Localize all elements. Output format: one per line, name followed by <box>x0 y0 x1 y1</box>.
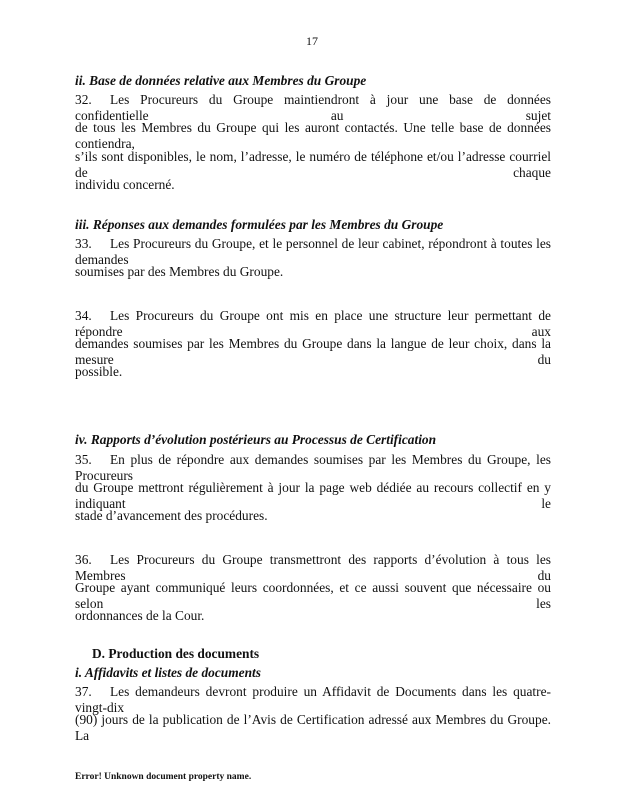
section-heading-d: D. Production des documents <box>92 646 260 661</box>
paragraph-number: 37. <box>75 684 92 699</box>
paragraph-35-line: du Groupe mettront régulièrement à jour la page web dédiée au recours collectif en y indiquant le <box>75 480 551 511</box>
paragraph-number: 35. <box>75 452 92 467</box>
text: Les Procureurs du Groupe transmettront des rapports d’évolution à tous les Membres du <box>75 552 551 583</box>
section-heading-iii: iii. Réponses aux demandes formulées par les Membres du Groupe <box>75 217 444 232</box>
page-number: 17 <box>306 34 318 48</box>
footer-text: Error! Unknown document property name. <box>75 772 252 782</box>
paragraph-32-line: de tous les Membres du Groupe qui les auront contactés. Une telle base de données contiendra, <box>75 120 551 151</box>
text: Les Procureurs du Groupe ont mis en place une structure leur permettant de répondre aux <box>75 308 551 339</box>
paragraph-number: 34. <box>75 308 92 323</box>
paragraph-36-line: Groupe ayant communiqué leurs coordonnées, et ce aussi souvent que nécessaire ou selon les <box>75 580 551 611</box>
paragraph-34-line: demandes soumises par les Membres du Groupe dans la langue de leur choix, dans la mesure du <box>75 336 551 367</box>
text: En plus de répondre aux demandes soumises par les Membres du Groupe, les Procureurs <box>75 452 551 483</box>
text: Les Procureurs du Groupe maintiendront à jour une base de données confidentielle au sujet <box>75 92 551 123</box>
paragraph-35-line: stade d’avancement des procédures. <box>75 508 268 523</box>
paragraph-number: 32. <box>75 92 92 107</box>
section-heading-i: i. Affidavits et listes de documents <box>75 665 261 680</box>
paragraph-number: 36. <box>75 552 92 567</box>
paragraph-36-line: ordonnances de la Cour. <box>75 608 205 623</box>
paragraph-32-line: individu concerné. <box>75 177 175 192</box>
section-heading-iv: iv. Rapports d’évolution postérieurs au Processus de Certification <box>75 432 437 447</box>
paragraph-33-line: soumises par des Membres du Groupe. <box>75 264 284 279</box>
paragraph-37-line: (90) jours de la publication de l’Avis de Certification adressé aux Membres du Groupe. La <box>75 712 551 743</box>
paragraph-32-line: s’ils sont disponibles, le nom, l’adresse, le numéro de téléphone et/ou l’adresse courriel de chaque <box>75 149 551 180</box>
text: Les demandeurs devront produire un Affidavit de Documents dans les quatre-vingt-dix <box>75 684 551 715</box>
text: Les Procureurs du Groupe, et le personnel de leur cabinet, répondront à toutes les demandes <box>75 236 551 267</box>
paragraph-34-line: possible. <box>75 364 123 379</box>
section-heading-ii: ii. Base de données relative aux Membres du Groupe <box>75 73 367 88</box>
paragraph-number: 33. <box>75 236 92 251</box>
